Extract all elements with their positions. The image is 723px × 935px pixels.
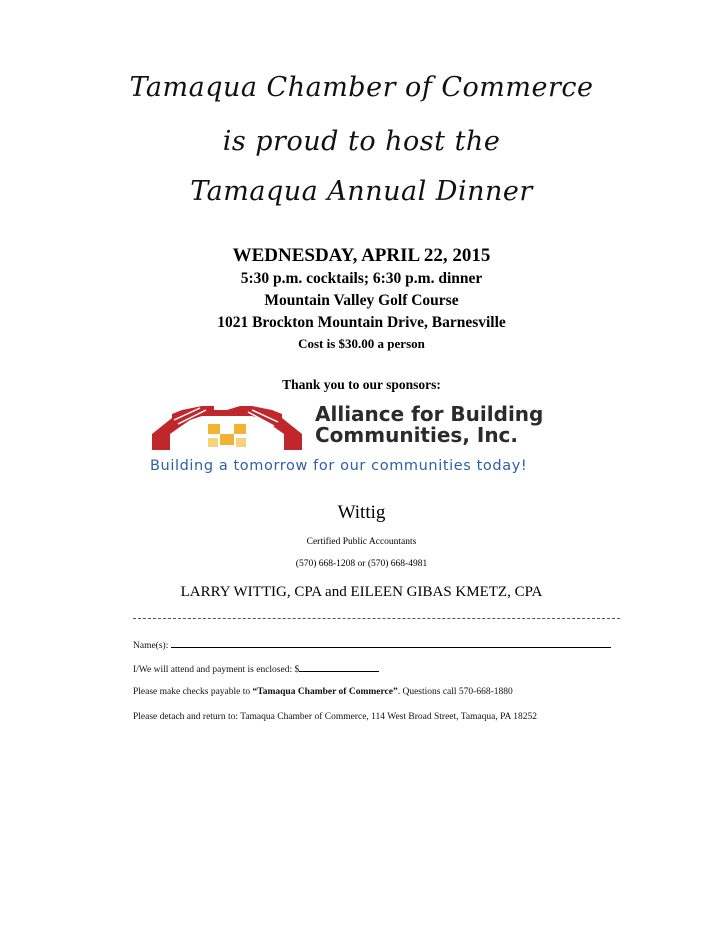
wittig-name: Wittig: [337, 502, 386, 523]
alliance-name: Alliance for Building Communities, Inc.: [315, 402, 544, 447]
wittig-subtitle: Certified Public Accountants: [306, 537, 417, 547]
checks-row: [133, 687, 513, 697]
payment-amount-field[interactable]: [299, 662, 379, 672]
detach-dashed-line: [133, 618, 620, 619]
title-line-3: Tamaqua Annual Dinner: [190, 176, 533, 207]
checks-prefix: Please make checks payable to: [133, 687, 253, 697]
alliance-logo: [150, 404, 615, 480]
title-line-2: is proud to host the: [222, 126, 501, 157]
event-address: 1021 Brockton Mountain Drive, Barnesville: [217, 314, 506, 331]
detach-instructions: Please detach and return to: Tamaqua Chamber of Commerce, 114 West Broad Street, Tamaqua, PA 18252: [133, 712, 538, 722]
names-label: Name(s):: [133, 641, 169, 651]
checks-payee: “Tamaqua Chamber of Commerce”: [252, 687, 398, 697]
alliance-tagline: Building a tomorrow for our communities today!: [150, 458, 528, 474]
wittig-partners: LARRY WITTIG, CPA and EILEEN GIBAS KMETZ, CPA: [180, 584, 543, 600]
house-roof-icon: [152, 404, 302, 452]
sponsors-heading: Thank you to our sponsors:: [282, 377, 441, 392]
wittig-phones: (570) 668-1208 or (570) 668-4981: [295, 559, 428, 569]
attend-row: [133, 662, 379, 675]
checks-suffix: . Questions call 570-668-1880: [397, 687, 513, 697]
names-row: [133, 638, 611, 651]
names-field[interactable]: [171, 638, 611, 648]
event-date: WEDNESDAY, APRIL 22, 2015: [232, 245, 491, 266]
event-venue: Mountain Valley Golf Course: [264, 292, 459, 309]
title-line-1: Tamaqua Chamber of Commerce: [129, 72, 594, 103]
event-cost: Cost is $30.00 a person: [298, 336, 425, 351]
event-times: 5:30 p.m. cocktails; 6:30 p.m. dinner: [240, 270, 483, 287]
attend-label: I/We will attend and payment is enclosed: $: [133, 665, 300, 675]
